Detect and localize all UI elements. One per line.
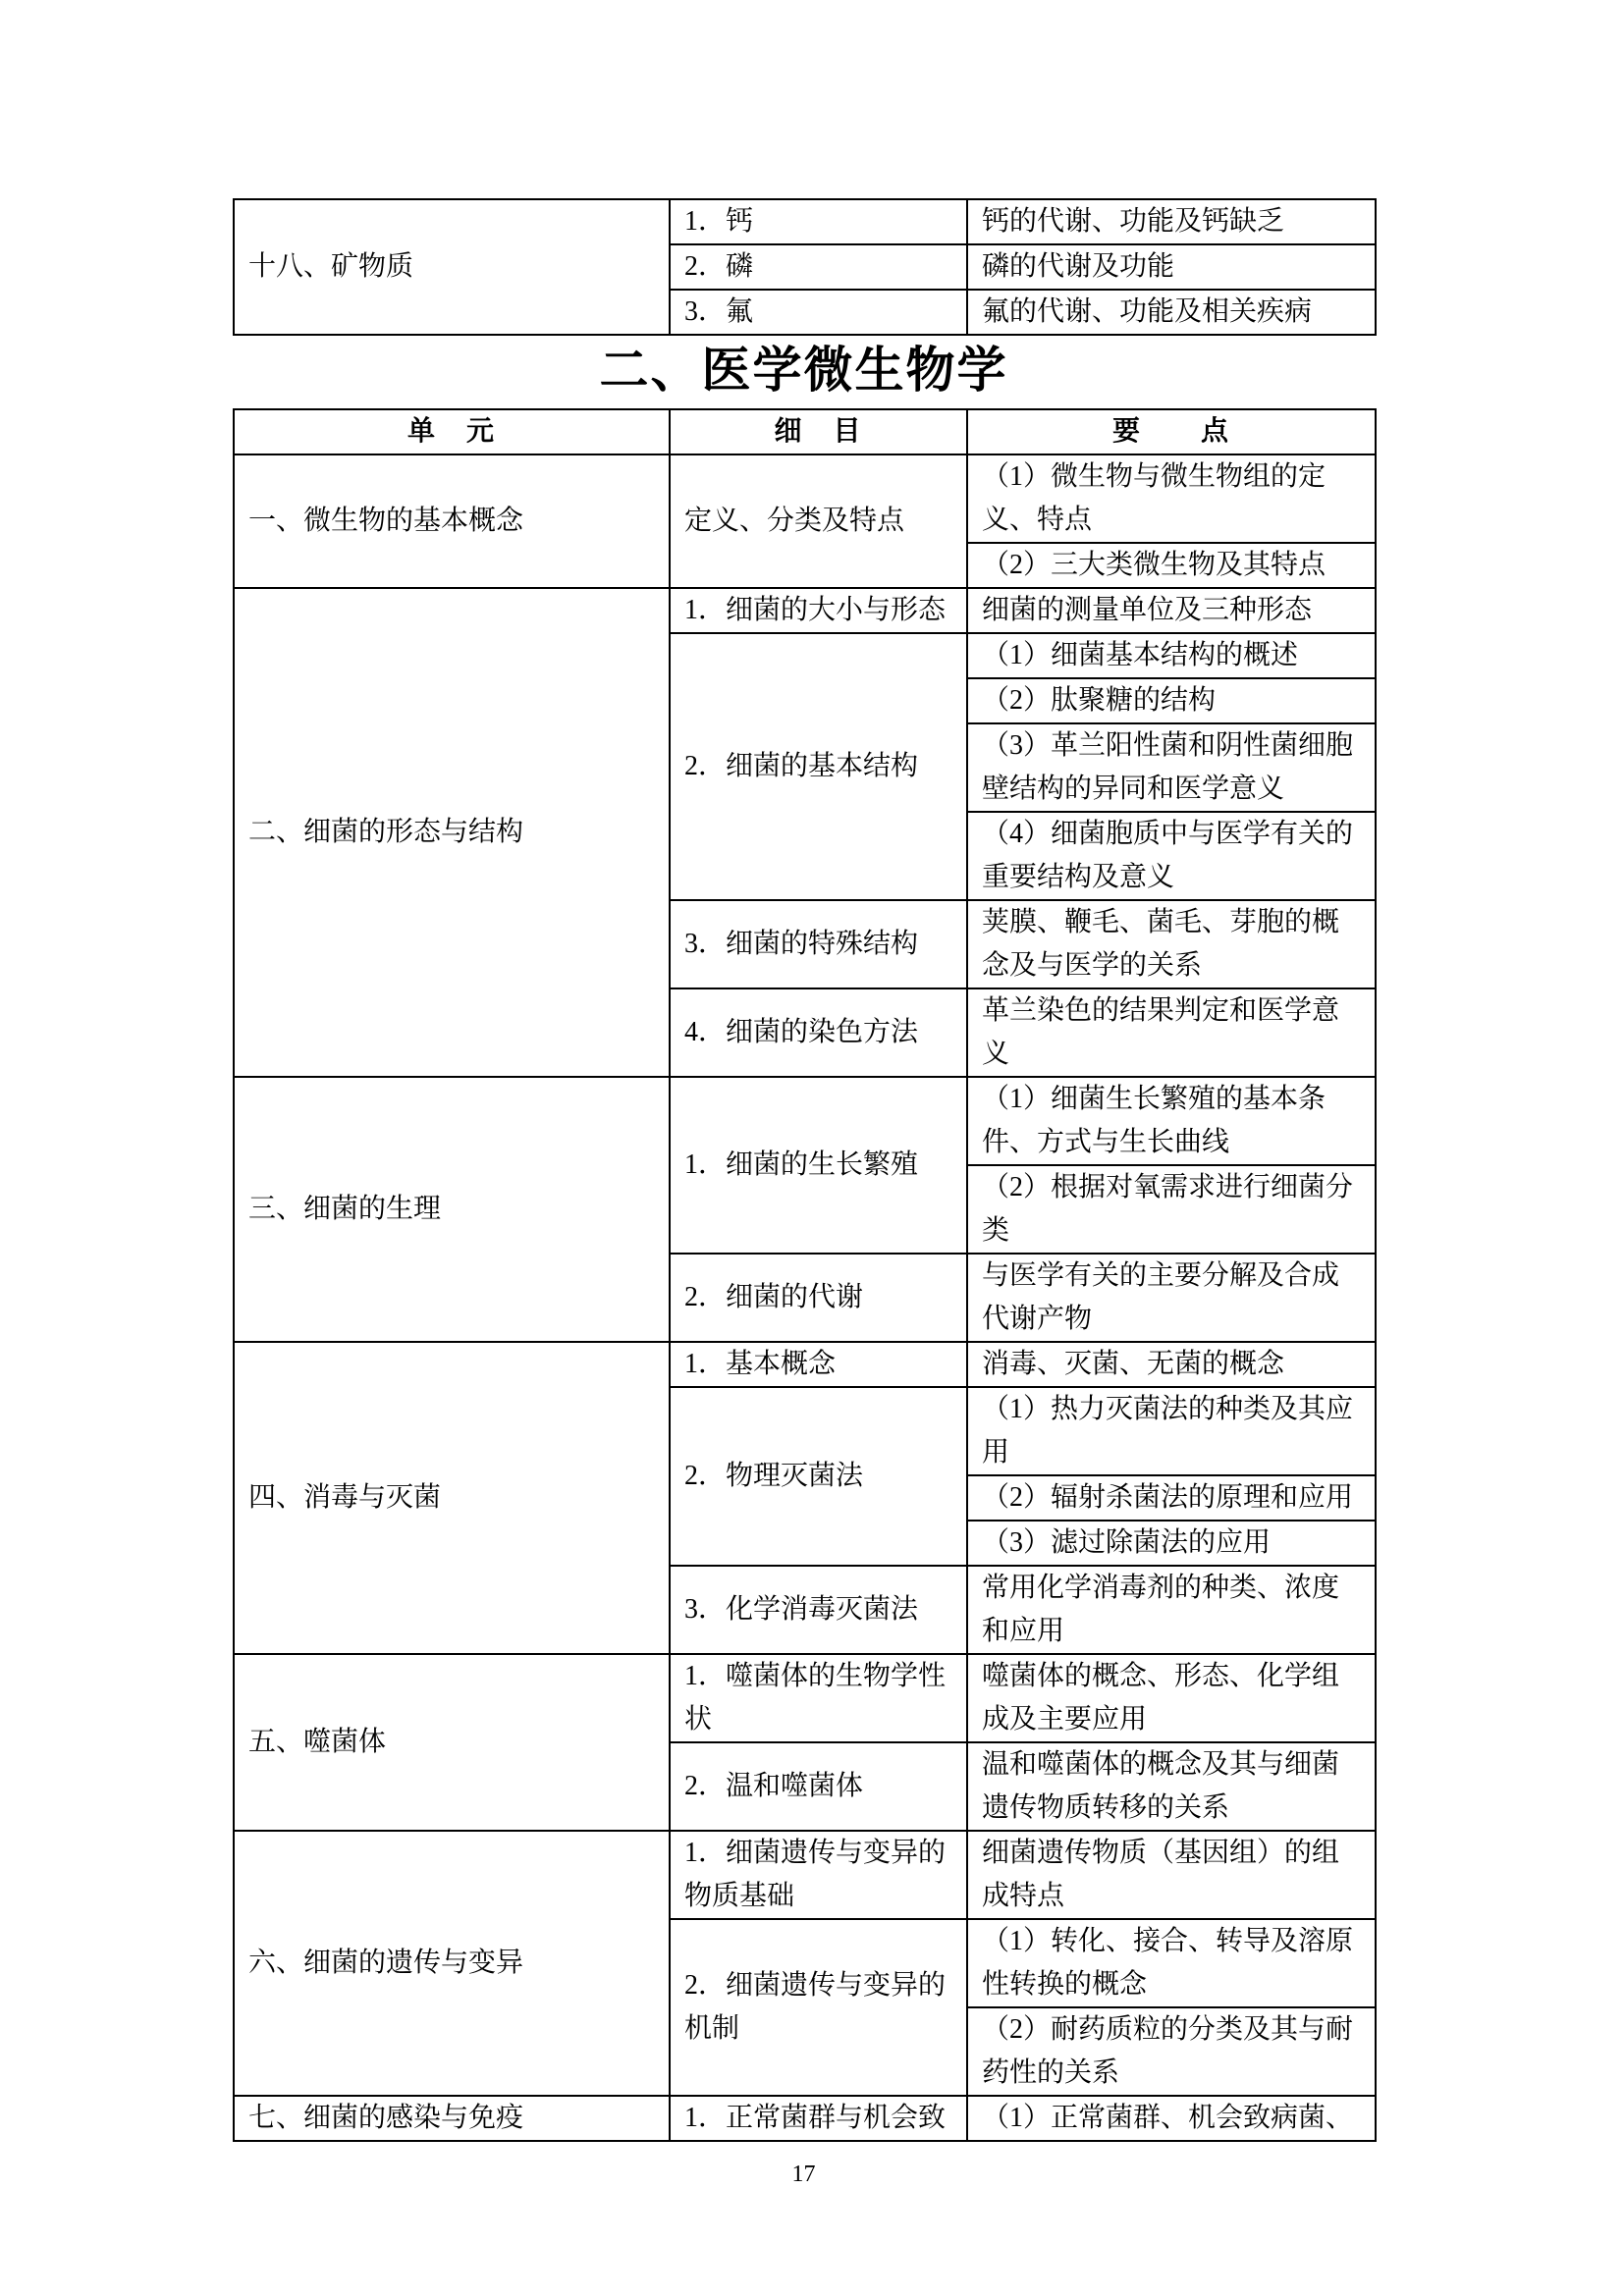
table-row (234, 2096, 1376, 2141)
table-row (234, 1077, 1376, 1165)
item-cell: 2．温和噬菌体 (670, 1742, 967, 1831)
section-title: 二、医学微生物学 (599, 343, 1008, 398)
table-row (234, 454, 1376, 543)
point-cell: 细菌的测量单位及三种形态 (967, 588, 1376, 633)
item-cell: 2．细菌遗传与变异的机制 (670, 1919, 967, 2096)
point-cell: （2）肽聚糖的结构 (967, 678, 1376, 723)
header-points: 要 点 (967, 409, 1376, 454)
point-cell: （3）革兰阳性菌和阴性菌细胞壁结构的异同和医学意义 (967, 723, 1376, 812)
point-cell: （1）转化、接合、转导及溶原性转换的概念 (967, 1919, 1376, 2007)
unit-cell: 三、细菌的生理 (234, 1077, 670, 1342)
table-row (234, 1654, 1376, 1742)
item-cell: 1．基本概念 (670, 1342, 967, 1387)
point-cell: 噬菌体的概念、形态、化学组成及主要应用 (967, 1654, 1376, 1742)
unit-cell: 四、消毒与灭菌 (234, 1342, 670, 1654)
unit-cell: 一、微生物的基本概念 (234, 454, 670, 588)
point-cell: 革兰染色的结果判定和医学意义 (967, 988, 1376, 1077)
item-cell: 3．化学消毒灭菌法 (670, 1566, 967, 1654)
item-cell: 4．细菌的染色方法 (670, 988, 967, 1077)
microbiology-syllabus-table (233, 408, 1377, 2142)
unit-cell: 五、噬菌体 (234, 1654, 670, 1831)
point-cell: （3）滤过除菌法的应用 (967, 1521, 1376, 1566)
point-cell: （1）正常菌群、机会致病菌、 (967, 2096, 1376, 2141)
unit-cell: 七、细菌的感染与免疫 (234, 2096, 670, 2141)
item-cell: 定义、分类及特点 (670, 454, 967, 588)
point-cell: 钙的代谢、功能及钙缺乏 (967, 199, 1376, 244)
point-cell: 氟的代谢、功能及相关疾病 (967, 290, 1376, 335)
item-cell: 3．氟 (670, 290, 967, 335)
item-cell: 2．细菌的基本结构 (670, 633, 967, 900)
point-cell: 与医学有关的主要分解及合成代谢产物 (967, 1254, 1376, 1342)
unit-cell: 二、细菌的形态与结构 (234, 588, 670, 1077)
point-cell: 消毒、灭菌、无菌的概念 (967, 1342, 1376, 1387)
item-cell: 1．噬菌体的生物学性状 (670, 1654, 967, 1742)
point-cell: （1）细菌生长繁殖的基本条件、方式与生长曲线 (967, 1077, 1376, 1165)
item-cell: 2．物理灭菌法 (670, 1387, 967, 1566)
point-cell: （2）三大类微生物及其特点 (967, 543, 1376, 588)
table-row (234, 199, 1376, 244)
point-cell: （2）耐药质粒的分类及其与耐药性的关系 (967, 2007, 1376, 2096)
item-cell: 1．正常菌群与机会致 (670, 2096, 967, 2141)
header-item: 细 目 (670, 409, 967, 454)
table-row (234, 1342, 1376, 1387)
point-cell: （2）根据对氧需求进行细菌分类 (967, 1165, 1376, 1254)
item-cell: 1．钙 (670, 199, 967, 244)
point-cell: 常用化学消毒剂的种类、浓度和应用 (967, 1566, 1376, 1654)
point-cell: 温和噬菌体的概念及其与细菌遗传物质转移的关系 (967, 1742, 1376, 1831)
point-cell: （1）微生物与微生物组的定义、特点 (967, 454, 1376, 543)
point-cell: （1）热力灭菌法的种类及其应用 (967, 1387, 1376, 1475)
table-row (234, 1831, 1376, 1919)
point-cell: 荚膜、鞭毛、菌毛、芽胞的概念及与医学的关系 (967, 900, 1376, 988)
page (233, 0, 1375, 2189)
unit-cell: 六、细菌的遗传与变异 (234, 1831, 670, 2096)
mineral-table (233, 198, 1377, 336)
point-cell: 磷的代谢及功能 (967, 244, 1376, 290)
header-unit: 单 元 (234, 409, 670, 454)
point-cell: （1）细菌基本结构的概述 (967, 633, 1376, 678)
point-cell: （2）辐射杀菌法的原理和应用 (967, 1475, 1376, 1521)
item-cell: 2．细菌的代谢 (670, 1254, 967, 1342)
point-cell: （4）细菌胞质中与医学有关的重要结构及意义 (967, 812, 1376, 900)
item-cell: 1．细菌的大小与形态 (670, 588, 967, 633)
item-cell: 2．磷 (670, 244, 967, 290)
unit-cell: 十八、矿物质 (234, 199, 670, 335)
point-cell: 细菌遗传物质（基因组）的组成特点 (967, 1831, 1376, 1919)
table-row (234, 588, 1376, 633)
header-row (234, 409, 1376, 454)
item-cell: 1．细菌的生长繁殖 (670, 1077, 967, 1254)
page-number: 17 (791, 2162, 816, 2187)
item-cell: 1．细菌遗传与变异的物质基础 (670, 1831, 967, 1919)
item-cell: 3．细菌的特殊结构 (670, 900, 967, 988)
